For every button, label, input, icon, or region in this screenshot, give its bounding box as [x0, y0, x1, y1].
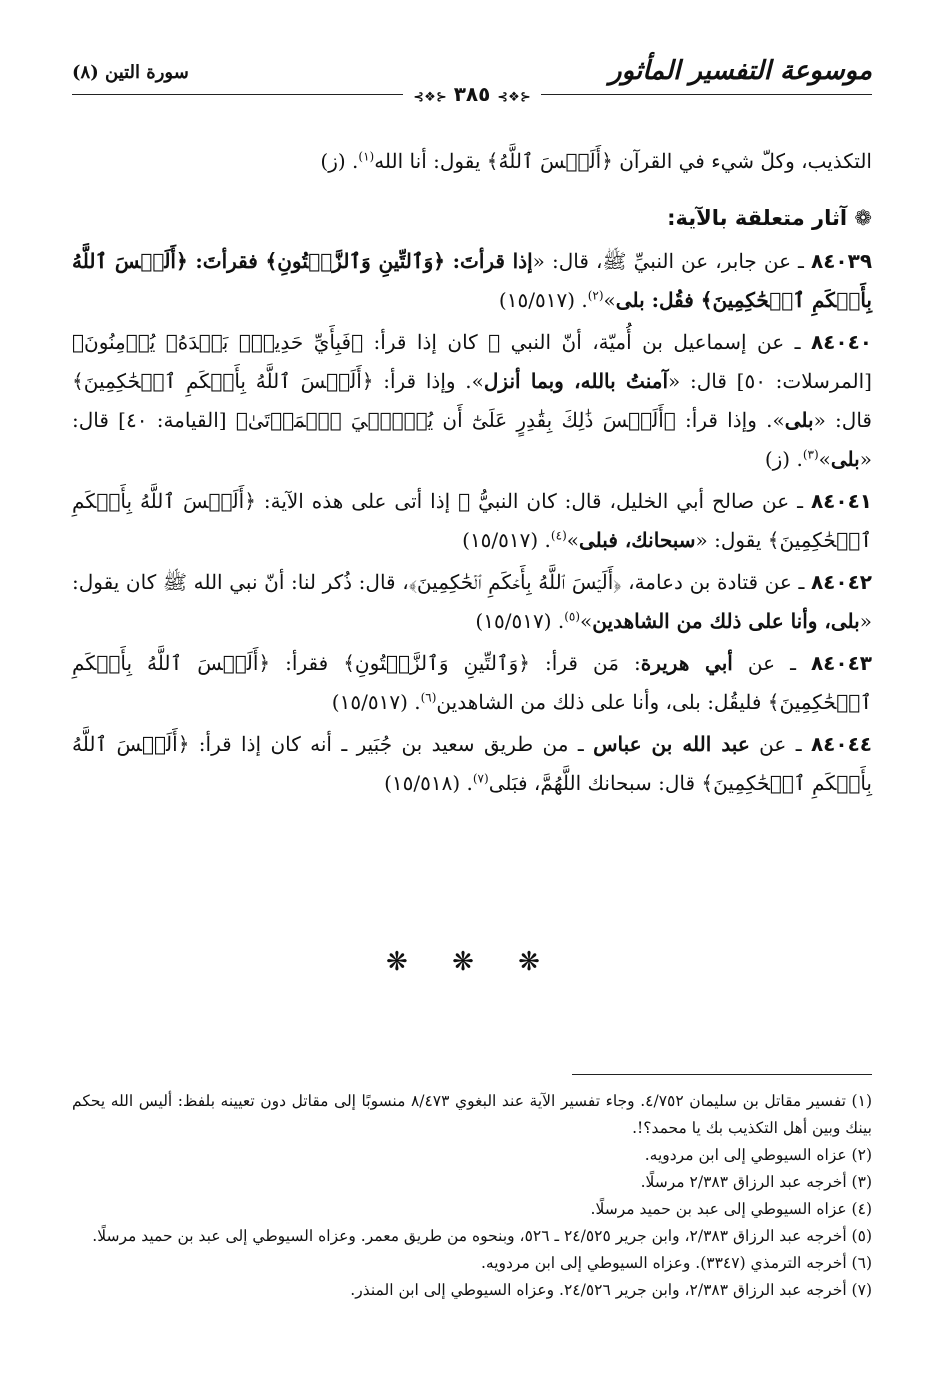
footnote-ref[interactable]: (٤) — [550, 528, 567, 543]
entry-text: ـ عن جابر، عن النبيِّ ﷺ، قال: « — [532, 249, 811, 273]
footnote-ref[interactable]: (٥) — [564, 609, 581, 624]
entry-text: ـ عن صالح أبي الخليل، قال: كان النبيُّ ﷺ إذا أتى على هذه الآية: ﴿أَلَيۡسَ ٱللَّهُ بِأَحۡكَمِ ٱلۡحَٰكِمِينَ﴾ يقول: « — [72, 489, 872, 552]
entry-text: آمنتُ بالله، وبما أنزل — [483, 369, 668, 393]
ornament-left-icon: ⊰❖⊱ — [413, 90, 447, 105]
footnote-item: (٤) عزاه السيوطي إلى عبد بن حميد مرسلًا. — [590, 1200, 872, 1218]
flower-icon: ❁ — [854, 206, 872, 230]
footnote-ref[interactable]: (٣) — [802, 447, 819, 462]
ornament-right-icon: ⊰❖⊱ — [497, 90, 531, 105]
page-number-container — [72, 82, 872, 106]
entry-number: ٨٤٠٤٣ — [810, 651, 873, 675]
section-divider-stars: ❋ ❋ ❋ — [386, 947, 558, 977]
entry-number: ٨٤٠٣٩ — [810, 249, 873, 273]
footnote-separator — [572, 1074, 872, 1075]
entry-number: ٨٤٠٤٠ — [810, 330, 872, 354]
athar-entry — [72, 482, 872, 560]
entry-number: ٨٤٠٤٤ — [810, 732, 872, 756]
entry-text: ﴿أَلَيۡسَ ٱللَّهُ بِأَحۡكَمِ ٱلۡحَٰكِمِينَ﴾ — [72, 249, 872, 312]
footnote-ref[interactable]: (٢) — [587, 288, 604, 303]
entry-text: ـ عن — [749, 732, 811, 756]
athar-entry — [72, 323, 872, 479]
page-number-block — [403, 82, 540, 106]
entry-text: سبحانك، فبلى — [579, 528, 696, 552]
entry-text: بلى — [830, 447, 860, 471]
entry-text: فقرأتَ: — [187, 249, 266, 273]
footnote-item: (٧) أخرجه عبد الرزاق ٢/٣٨٣، وابن جرير ٢٤/٥٢٦. وعزاه السيوطي إلى ابن المنذر. — [350, 1281, 872, 1299]
entry-text: بلى، وأنا على ذلك من الشاهدين — [592, 609, 860, 633]
footnote-item: (٢) عزاه السيوطي إلى ابن مردويه. — [644, 1146, 872, 1164]
entry-text: ». وإذا قرأ: ﴿أَلَيۡسَ ذَٰلِكَ بِقَٰدِرٍ عَلَىٰٓ أَن يُحۡـِۧيَ ٱلۡمَوۡتَىٰ﴾ [القيامة: ٤٠] قال: « — [72, 408, 872, 471]
entry-text: : مَن قرأ: ﴿وَٱلتِّينِ وَٱلزَّيۡتُونِ﴾ فقرأ: ﴿أَلَيۡسَ ٱللَّهُ بِأَحۡكَمِ ٱلۡحَٰكِمِينَ﴾ فليقُل: بلى، وأنا على ذلك من الشاهدين — [72, 651, 872, 714]
entry-number: ٨٤٠٤٢ — [810, 570, 872, 594]
intro-trail: . (ز) — [320, 149, 359, 173]
footnote-item: (٥) أخرجه عبد الرزاق ٢/٣٨٣، وابن جرير ٢٤/٥٢٥ ـ ٥٢٦، وبنحوه من طريق معمر. وعزاه السيوطي إلى عبد بن حميد مرسلًا. — [92, 1227, 872, 1245]
entry-source: . (ز) — [764, 447, 803, 471]
entry-text: إذا قرأتَ: — [444, 249, 533, 273]
entry-text: ـ عن — [732, 651, 811, 675]
surah-title: سورة التين (٨) — [72, 62, 189, 83]
section-heading — [72, 199, 872, 238]
book-title: موسوعة التفسير المأثور — [609, 56, 872, 86]
footnote-item: (٣) أخرجه عبد الرزاق ٢/٣٨٣ مرسلًا. — [640, 1173, 872, 1191]
page-header — [72, 52, 872, 106]
intro-paragraph — [72, 142, 872, 181]
entry-text: ». وإذا قرأ: ﴿أَلَيۡسَ ٱللَّهُ بِأَحۡكَمِ ٱلۡحَٰكِمِينَ﴾ قال: « — [72, 369, 872, 432]
athar-entry — [72, 725, 872, 803]
entry-text: ـ من طريق سعيد بن جُبَير ـ أنه كان إذا قرأ: ﴿أَلَيۡسَ ٱللَّهُ بِأَحۡكَمِ ٱلۡحَٰكِمِينَ﴾ قال: سبحانك اللَّهُمَّ، فبَلى — [72, 732, 872, 795]
entry-text: » — [603, 288, 616, 312]
athar-entry — [72, 242, 872, 320]
footnote-ref[interactable]: (٦) — [420, 690, 437, 705]
entry-source: . (١٥/٥١٧) — [498, 288, 588, 312]
entry-number: ٨٤٠٤١ — [810, 489, 872, 513]
page — [72, 52, 873, 1299]
entry-text: ـ عن قتادة بن دعامة، ﴿أَلَيۡسَ ٱللَّهُ بِأَحۡكَمِ ٱلۡحَٰكِمِينَ﴾، قال: ذُكر لنا: أنّ نبي الله ﷺ كان يقول: « — [72, 570, 872, 633]
entry-source: . (١٥/٥١٧) — [475, 609, 565, 633]
athar-entry — [72, 644, 872, 722]
entry-source: . (١٥/٥١٧) — [462, 528, 551, 552]
footnotes — [72, 1088, 872, 1304]
footnote-ref[interactable]: (٧) — [472, 771, 489, 786]
entry-source: . (١٥/٥١٧) — [331, 690, 421, 714]
entry-text: ﴿وَٱلتِّينِ وَٱلزَّيۡتُونِ﴾ — [265, 249, 445, 273]
entry-text: بلى — [784, 408, 814, 432]
entry-text: » — [818, 447, 831, 471]
entry-text: عبد الله بن عباس — [593, 732, 750, 756]
main-text — [72, 142, 872, 806]
entry-text: فقُل: بلى — [615, 288, 701, 312]
intro-text: التكذيب، وكلّ شيء في القرآن ﴿أَلَيۡسَ ٱللَّهُ﴾ يقول: أنا الله — [374, 149, 872, 173]
section-heading-text: آثار متعلقة بالآية: — [667, 206, 848, 230]
entries-list — [72, 242, 872, 803]
footnote-ref[interactable]: (١) — [358, 149, 375, 164]
footnote-item: (١) تفسير مقاتل بن سليمان ٤/٧٥٢. وجاء تفسير الآية عند البغوي ٨/٤٧٣ منسوبًا إلى مقاتل دون تعيينه بلفظ: أليس الله يحكم بينك وبين أهل التكذيب بك يا محمد؟!. — [72, 1092, 872, 1137]
entry-source: . (١٥/٥١٨) — [384, 771, 473, 795]
entry-text: ـ عن إسماعيل بن أُميّة، أنّ النبي ﷺ كان إذا قرأ: ﴿فَبِأَيِّ حَدِيثِۭ بَعۡدَهُۥ يُؤۡمِنُونَ﴾ [المرسلات: ٥٠] قال: « — [72, 330, 872, 393]
entry-text: أبي هريرة — [640, 651, 733, 675]
athar-entry — [72, 563, 872, 641]
entry-text: » — [566, 528, 579, 552]
footnote-item: (٦) أخرجه الترمذي (٣٣٤٧). وعزاه السيوطي إلى ابن مردويه. — [480, 1254, 872, 1272]
entry-text: » — [580, 609, 593, 633]
page-number: ٣٨٥ — [453, 82, 491, 106]
